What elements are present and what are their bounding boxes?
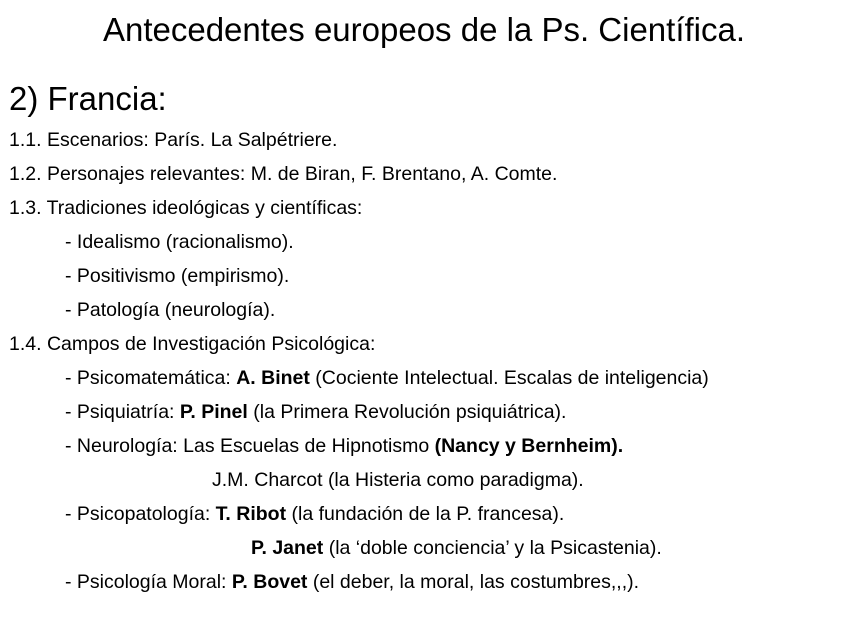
- item-psicopatologia: [65, 501, 564, 527]
- item-neurologia: [65, 433, 623, 459]
- item-psicopatologia-label: - Psicopatología:: [65, 503, 216, 525]
- item-psiquiatria-label: - Psiquiatría:: [65, 401, 180, 423]
- item-1-3-idealismo: - Idealismo (racionalismo).: [65, 231, 294, 253]
- item-psicomatematica-detail: (Cociente Intelectual. Escalas de inteligencia): [309, 367, 709, 389]
- item-psiquiatria-author: P. Pinel: [179, 401, 248, 423]
- item-1-4: 1.4. Campos de Investigación Psicológica:: [9, 333, 376, 355]
- item-1-2: 1.2. Personajes relevantes: M. de Biran, F. Brentano, A. Comte.: [9, 163, 558, 185]
- item-charcot: J.M. Charcot (la Histeria como paradigma).: [212, 469, 584, 491]
- item-janet-author: P. Janet: [251, 537, 324, 559]
- item-1-3-patologia: - Patología (neurología).: [65, 299, 276, 321]
- item-psicopatologia-detail: (la fundación de la P. francesa).: [286, 503, 565, 525]
- item-psicomatematica: [65, 365, 709, 391]
- item-psicologia-moral: [65, 569, 639, 595]
- item-psicologia-moral-author: P. Bovet: [231, 571, 308, 593]
- item-psiquiatria-detail: (la Primera Revolución psiquiátrica).: [247, 401, 567, 423]
- item-psiquiatria: [65, 399, 566, 425]
- item-psicomatematica-label: - Psicomatemática:: [65, 367, 237, 389]
- item-1-3: 1.3. Tradiciones ideológicas y científicas:: [9, 197, 363, 219]
- slide-title: Antecedentes europeos de la Ps. Científica.: [102, 11, 746, 48]
- item-janet: [251, 535, 662, 561]
- section-heading: 2) Francia:: [9, 80, 167, 117]
- item-psicologia-moral-label: - Psicología Moral:: [65, 571, 232, 593]
- item-psicopatologia-author: T. Ribot: [215, 503, 287, 525]
- item-neurologia-label: - Neurología: Las Escuelas de Hipnotismo: [65, 435, 435, 457]
- item-1-3-positivismo: - Positivismo (empirismo).: [65, 265, 290, 287]
- item-neurologia-school: (Nancy y Bernheim).: [434, 435, 624, 457]
- item-psicomatematica-author: A. Binet: [236, 367, 310, 389]
- item-1-1: 1.1. Escenarios: París. La Salpétriere.: [9, 129, 338, 151]
- item-psicologia-moral-detail: (el deber, la moral, las costumbres,,,).: [307, 571, 640, 593]
- item-janet-detail: (la ‘doble conciencia’ y la Psicastenia).: [323, 537, 662, 559]
